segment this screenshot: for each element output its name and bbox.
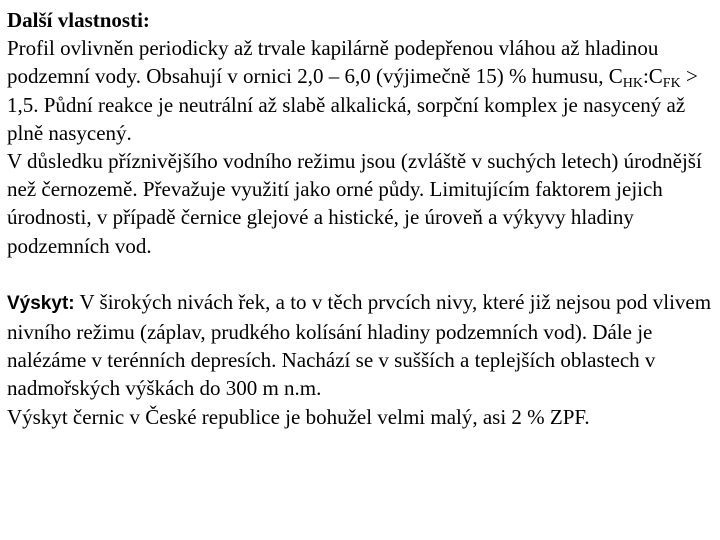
properties-paragraph: [7, 34, 715, 147]
properties-text-part-1: Profil ovlivněn periodicky až trvale kapilárně podepřenou vláhou až hladinou podzemní vody. Obsahují v ornici 2,0 – 6,0 (výjimečně 15) % humusu, C: [7, 36, 659, 89]
occurrence-paragraph: [7, 288, 715, 403]
properties-text-part-2: :C: [642, 64, 663, 89]
subscript-hk: HK: [622, 76, 643, 92]
section-heading: Další vlastnosti:: [7, 8, 150, 32]
paragraph-spacer: [7, 260, 715, 288]
document-body: [7, 6, 715, 431]
properties-text-part-3: > 1,5. Půdní reakce je neutrální až slabě alkalická, sorpční komplex je nasycený až plně nasycený.: [7, 64, 698, 145]
water-regime-paragraph: V důsledku příznivějšího vodního režimu jsou (zvláště v suchých letech) úrodnější než černozemě. Převažuje využití jako orné půdy. Limitujícím faktorem jejich úrodnosti, v případě černice glejové a histické, je úroveň a výkyvy hladiny podzemních vod.: [7, 149, 702, 258]
occurrence-label: Výskyt:: [7, 292, 75, 314]
subscript-fk: FK: [662, 76, 681, 92]
occurrence-text: V širokých nivách řek, a to v těch prvcích nivy, které již nejsou pod vlivem nivního režimu (záplav, prudkého kolísání hladiny podzemních vod). Dále je nalézáme v terénních depresích. Nachází se v sušších a teplejších oblastech v nadmořských výškách do 300 m n.m.: [7, 289, 712, 401]
occurrence-czech-paragraph: Výskyt černic v České republice je bohužel velmi malý, asi 2 % ZPF.: [7, 404, 590, 429]
